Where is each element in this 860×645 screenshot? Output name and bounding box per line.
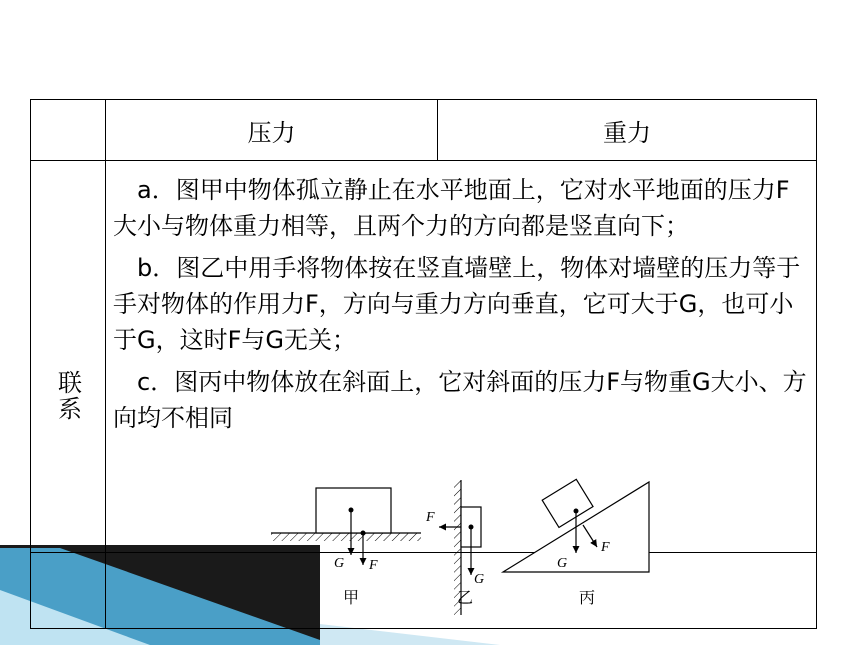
label-g-c: G <box>557 556 568 571</box>
caption-b: 乙 <box>457 588 474 607</box>
table-header-divider <box>31 160 816 161</box>
caption-c: 丙 <box>579 588 596 607</box>
label-f-b: F <box>426 510 435 525</box>
force-diagrams <box>271 475 691 625</box>
block-c <box>542 479 593 527</box>
header-pressure: 压力 <box>247 118 296 147</box>
table-divider-col1 <box>105 100 106 628</box>
paragraph-b: b．图乙中用手将物体按在竖直墙壁上，物体对墙壁的压力等于手对物体的作用力F，方向与重力方向垂直，它可大于G，也可小于G，这时F与G无关； <box>113 254 801 354</box>
row-label: 联系 <box>53 369 82 422</box>
relation-content <box>113 172 813 442</box>
figure-b <box>425 480 484 615</box>
paragraph-a: a．图甲中物体孤立静止在水平地面上，它对水平地面的压力F大小与物体重力相等，且两个力的方向都是竖直向下； <box>113 176 790 240</box>
label-g-b: G <box>474 572 485 587</box>
header-empty-cell <box>31 100 105 160</box>
label-g-a: G <box>334 556 345 571</box>
comparison-table <box>30 99 817 629</box>
label-f-c: F <box>601 540 610 555</box>
header-gravity: 重力 <box>603 118 651 147</box>
ground-hatch <box>271 533 421 541</box>
paragraph-c: c．图丙中物体放在斜面上，它对斜面的压力F与物重G大小、方向均不相同 <box>113 368 807 432</box>
figure-c <box>503 479 649 607</box>
label-f-a: F <box>369 558 378 573</box>
row-label-cell <box>31 161 105 630</box>
figure-a <box>271 488 421 607</box>
caption-a: 甲 <box>343 588 360 607</box>
block-a <box>316 488 391 533</box>
